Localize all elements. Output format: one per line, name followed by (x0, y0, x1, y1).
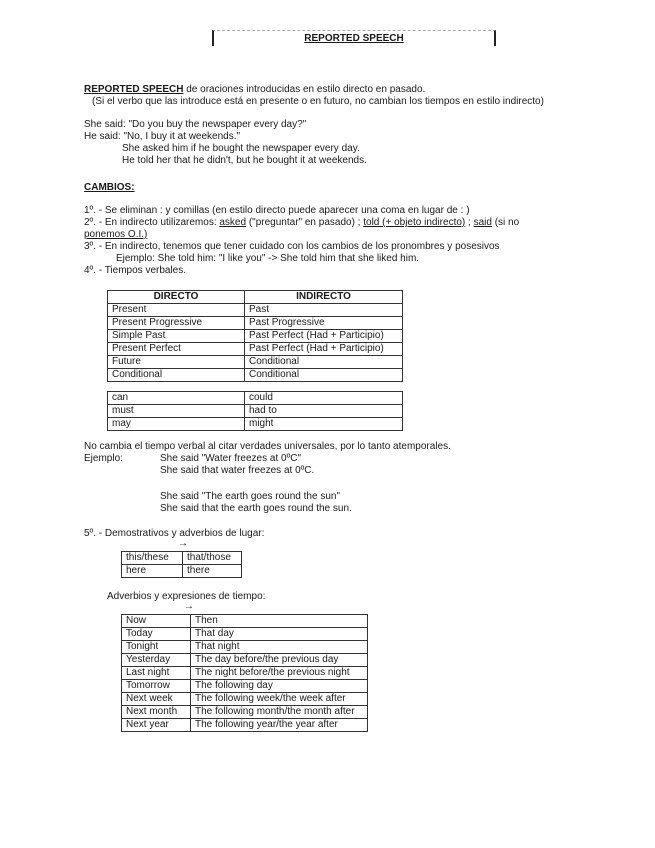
universal-ex-1a: She said "Water freezes at 0ºC" (160, 453, 301, 464)
table-cell: Yesterday (122, 654, 191, 667)
table-cell: The following month/the month after (191, 706, 368, 719)
table-row (108, 304, 403, 317)
rule-1: 1º. - Se eliminan : y comillas (en estilo directo puede aparecer una coma en lugar de : ) (84, 205, 470, 216)
rule-2-d: (si no (491, 217, 520, 228)
rule-2-cont: ponemos O.I.) (84, 229, 148, 240)
table-cell: must (108, 405, 245, 418)
table-row (122, 667, 368, 680)
rule-2-asked: asked (219, 217, 247, 228)
table-cell: Present Progressive (108, 317, 245, 330)
rule-4: 4º. - Tiempos verbales. (84, 265, 187, 276)
cambios-heading: CAMBIOS: (84, 182, 135, 193)
table-row (122, 565, 242, 578)
table-row (122, 628, 368, 641)
universal-ex-2b: She said that the earth goes round the sun. (160, 503, 352, 514)
table-row (122, 693, 368, 706)
table-cell: Conditional (245, 356, 403, 369)
table-cell: Conditional (245, 369, 403, 382)
page-title-text: REPORTED SPEECH (304, 33, 404, 44)
table-cell: Tonight (122, 641, 191, 654)
table-cell: Future (108, 356, 245, 369)
table-cell: Then (191, 615, 368, 628)
table-cell: may (108, 418, 245, 431)
intro-note: (Si el verbo que las introduce está en presente o en futuro, no cambian los tiempos en estilo indirecto) (92, 96, 544, 107)
demonstratives-table (121, 551, 242, 578)
example-line-3: She asked him if he bought the newspaper every day. (122, 143, 360, 154)
table-cell: could (245, 392, 403, 405)
table-cell: Conditional (108, 369, 245, 382)
table-cell: Past Perfect (Had + Participio) (245, 343, 403, 356)
arrow-right-icon: → (178, 538, 188, 549)
arrow-right-icon: → (184, 601, 194, 612)
example-line-1: She said: "Do you buy the newspaper every day?" (84, 119, 307, 130)
modals-table (107, 391, 403, 431)
table-cell: here (122, 565, 183, 578)
table-cell: Simple Past (108, 330, 245, 343)
header-indirecto: INDIRECTO (245, 291, 403, 304)
table-row (122, 706, 368, 719)
time-expressions-heading: Adverbios y expresiones de tiempo: (107, 591, 266, 602)
table-row (108, 343, 403, 356)
table-cell: Past Perfect (Had + Participio) (245, 330, 403, 343)
table-cell: The following day (191, 680, 368, 693)
rule-3-example: Ejemplo: She told him: "I like you" -> She told him that she liked him. (116, 253, 420, 264)
table-cell: The following year/the year after (191, 719, 368, 732)
table-cell: can (108, 392, 245, 405)
universal-note: No cambia el tiempo verbal al citar verdades universales, por lo tanto atemporales. (84, 441, 451, 452)
demonstratives-heading: 5º. - Demostrativos y adverbios de lugar: (84, 528, 265, 539)
table-header-row (108, 291, 403, 304)
universal-label: Ejemplo: (84, 453, 123, 464)
table-cell: Last night (122, 667, 191, 680)
table-cell: Present (108, 304, 245, 317)
rule-2 (84, 217, 519, 228)
table-row (108, 418, 403, 431)
table-row (122, 641, 368, 654)
table-row (108, 392, 403, 405)
table-cell: Next month (122, 706, 191, 719)
rule-3: 3º. - En indirecto, tenemos que tener cuidado con los cambios de los pronombres y posesivos (84, 241, 500, 252)
example-line-2: He said: "No, I buy it at weekends." (84, 131, 241, 142)
table-cell: that/those (183, 552, 242, 565)
table-row (122, 654, 368, 667)
table-cell: That night (191, 641, 368, 654)
rule-2-c: ; (465, 217, 474, 228)
table-cell: Present Perfect (108, 343, 245, 356)
table-row (108, 317, 403, 330)
rule-2-a: 2º. - En indirecto utilizaremos: (84, 217, 220, 228)
table-cell: might (245, 418, 403, 431)
header-directo: DIRECTO (108, 291, 245, 304)
table-cell: Tomorrow (122, 680, 191, 693)
intro-line (84, 84, 425, 95)
table-row (108, 356, 403, 369)
rule-2-told: told (+ objeto indirecto) (363, 217, 466, 228)
table-cell: Next year (122, 719, 191, 732)
table-cell: Past Progressive (245, 317, 403, 330)
table-row (108, 330, 403, 343)
table-cell: Past (245, 304, 403, 317)
table-cell: this/these (122, 552, 183, 565)
table-cell: Today (122, 628, 191, 641)
table-cell: there (183, 565, 242, 578)
table-row (108, 369, 403, 382)
table-row (122, 680, 368, 693)
universal-ex-2a: She said "The earth goes round the sun" (160, 491, 340, 502)
tenses-table (107, 290, 403, 382)
table-row (122, 552, 242, 565)
table-cell: The night before/the previous night (191, 667, 368, 680)
table-cell: Now (122, 615, 191, 628)
table-cell: The day before/the previous day (191, 654, 368, 667)
rule-2-b: ("preguntar" en pasado) ; (246, 217, 364, 228)
time-expressions-table (121, 614, 368, 732)
table-cell: The following week/the week after (191, 693, 368, 706)
intro-rest: de oraciones introducidas en estilo directo en pasado. (183, 84, 426, 95)
table-cell: Next week (122, 693, 191, 706)
universal-ex-1b: She said that water freezes at 0ºC. (160, 465, 315, 476)
rule-2-said: said (473, 217, 492, 228)
page-title (212, 30, 496, 46)
intro-lead: REPORTED SPEECH (84, 84, 184, 95)
table-row (122, 615, 368, 628)
table-cell: That day (191, 628, 368, 641)
table-cell: had to (245, 405, 403, 418)
table-row (108, 405, 403, 418)
example-line-4: He told her that he didn't, but he bought it at weekends. (122, 155, 367, 166)
table-row (122, 719, 368, 732)
